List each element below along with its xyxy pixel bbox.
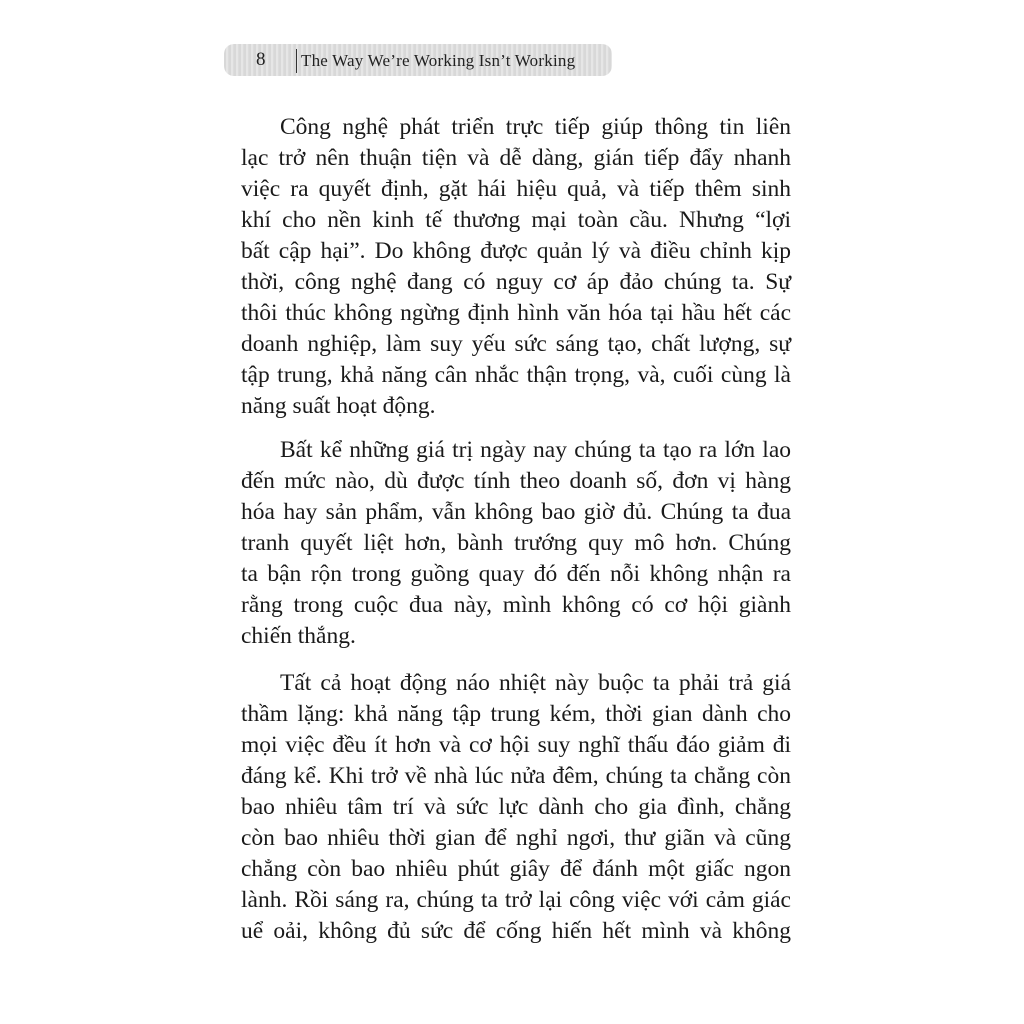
text-line: bất cập hại”. Do không được quản lý và điều chỉnh kịp — [241, 238, 791, 264]
text-line: chẳng còn bao nhiêu phút giây để đánh một giấc ngon — [241, 856, 791, 882]
text-line: chiến thắng. — [241, 623, 356, 649]
text-line: tranh quyết liệt hơn, bành trướng quy mô hơn. Chúng — [241, 530, 791, 556]
text-line: uể oải, không đủ sức để cống hiến hết mình và không — [241, 918, 791, 944]
text-line: thời, công nghệ đang có nguy cơ áp đảo chúng ta. Sự — [241, 269, 791, 295]
text-line: ta bận rộn trong guồng quay đó đến nỗi không nhận ra — [241, 561, 791, 587]
text-line: rằng trong cuộc đua này, mình không có cơ hội giành — [241, 592, 791, 618]
text-line: Tất cả hoạt động náo nhiệt này buộc ta phải trả giá — [280, 670, 791, 696]
text-line: thôi thúc không ngừng định hình văn hóa tại hầu hết các — [241, 300, 791, 326]
text-line: đáng kể. Khi trở về nhà lúc nửa đêm, chúng ta chẳng còn — [241, 763, 791, 789]
text-line: mọi việc đều ít hơn và cơ hội suy nghĩ thấu đáo giảm đi — [241, 732, 791, 758]
text-line: năng suất hoạt động. — [241, 393, 436, 419]
text-line: hóa hay sản phẩm, vẫn không bao giờ đủ. Chúng ta đua — [241, 499, 791, 525]
text-line: đến mức nào, dù được tính theo doanh số, đơn vị hàng — [241, 468, 791, 494]
text-line: thầm lặng: khả năng tập trung kém, thời gian dành cho — [241, 701, 791, 727]
text-line: lành. Rồi sáng ra, chúng ta trở lại công việc với cảm giác — [241, 887, 791, 913]
text-line: còn bao nhiêu thời gian để nghỉ ngơi, thư giãn và cũng — [241, 825, 791, 851]
text-line: lạc trở nên thuận tiện và dễ dàng, gián tiếp đẩy nhanh — [241, 145, 791, 171]
text-line: Bất kể những giá trị ngày nay chúng ta tạo ra lớn lao — [280, 437, 791, 463]
header-divider — [296, 49, 297, 73]
page-number: 8 — [256, 49, 266, 70]
text-line: Công nghệ phát triển trực tiếp giúp thông tin liên — [280, 114, 791, 140]
text-line: khí cho nền kinh tế thương mại toàn cầu. Nhưng “lợi — [241, 207, 791, 233]
text-line: tập trung, khả năng cân nhắc thận trọng, và, cuối cùng là — [241, 362, 791, 388]
text-line: bao nhiêu tâm trí và sức lực dành cho gia đình, chẳng — [241, 794, 791, 820]
text-line: việc ra quyết định, gặt hái hiệu quả, và tiếp thêm sinh — [241, 176, 791, 202]
running-title: The Way We’re Working Isn’t Working — [301, 51, 576, 70]
text-line: doanh nghiệp, làm suy yếu sức sáng tạo, chất lượng, sự — [241, 331, 791, 357]
